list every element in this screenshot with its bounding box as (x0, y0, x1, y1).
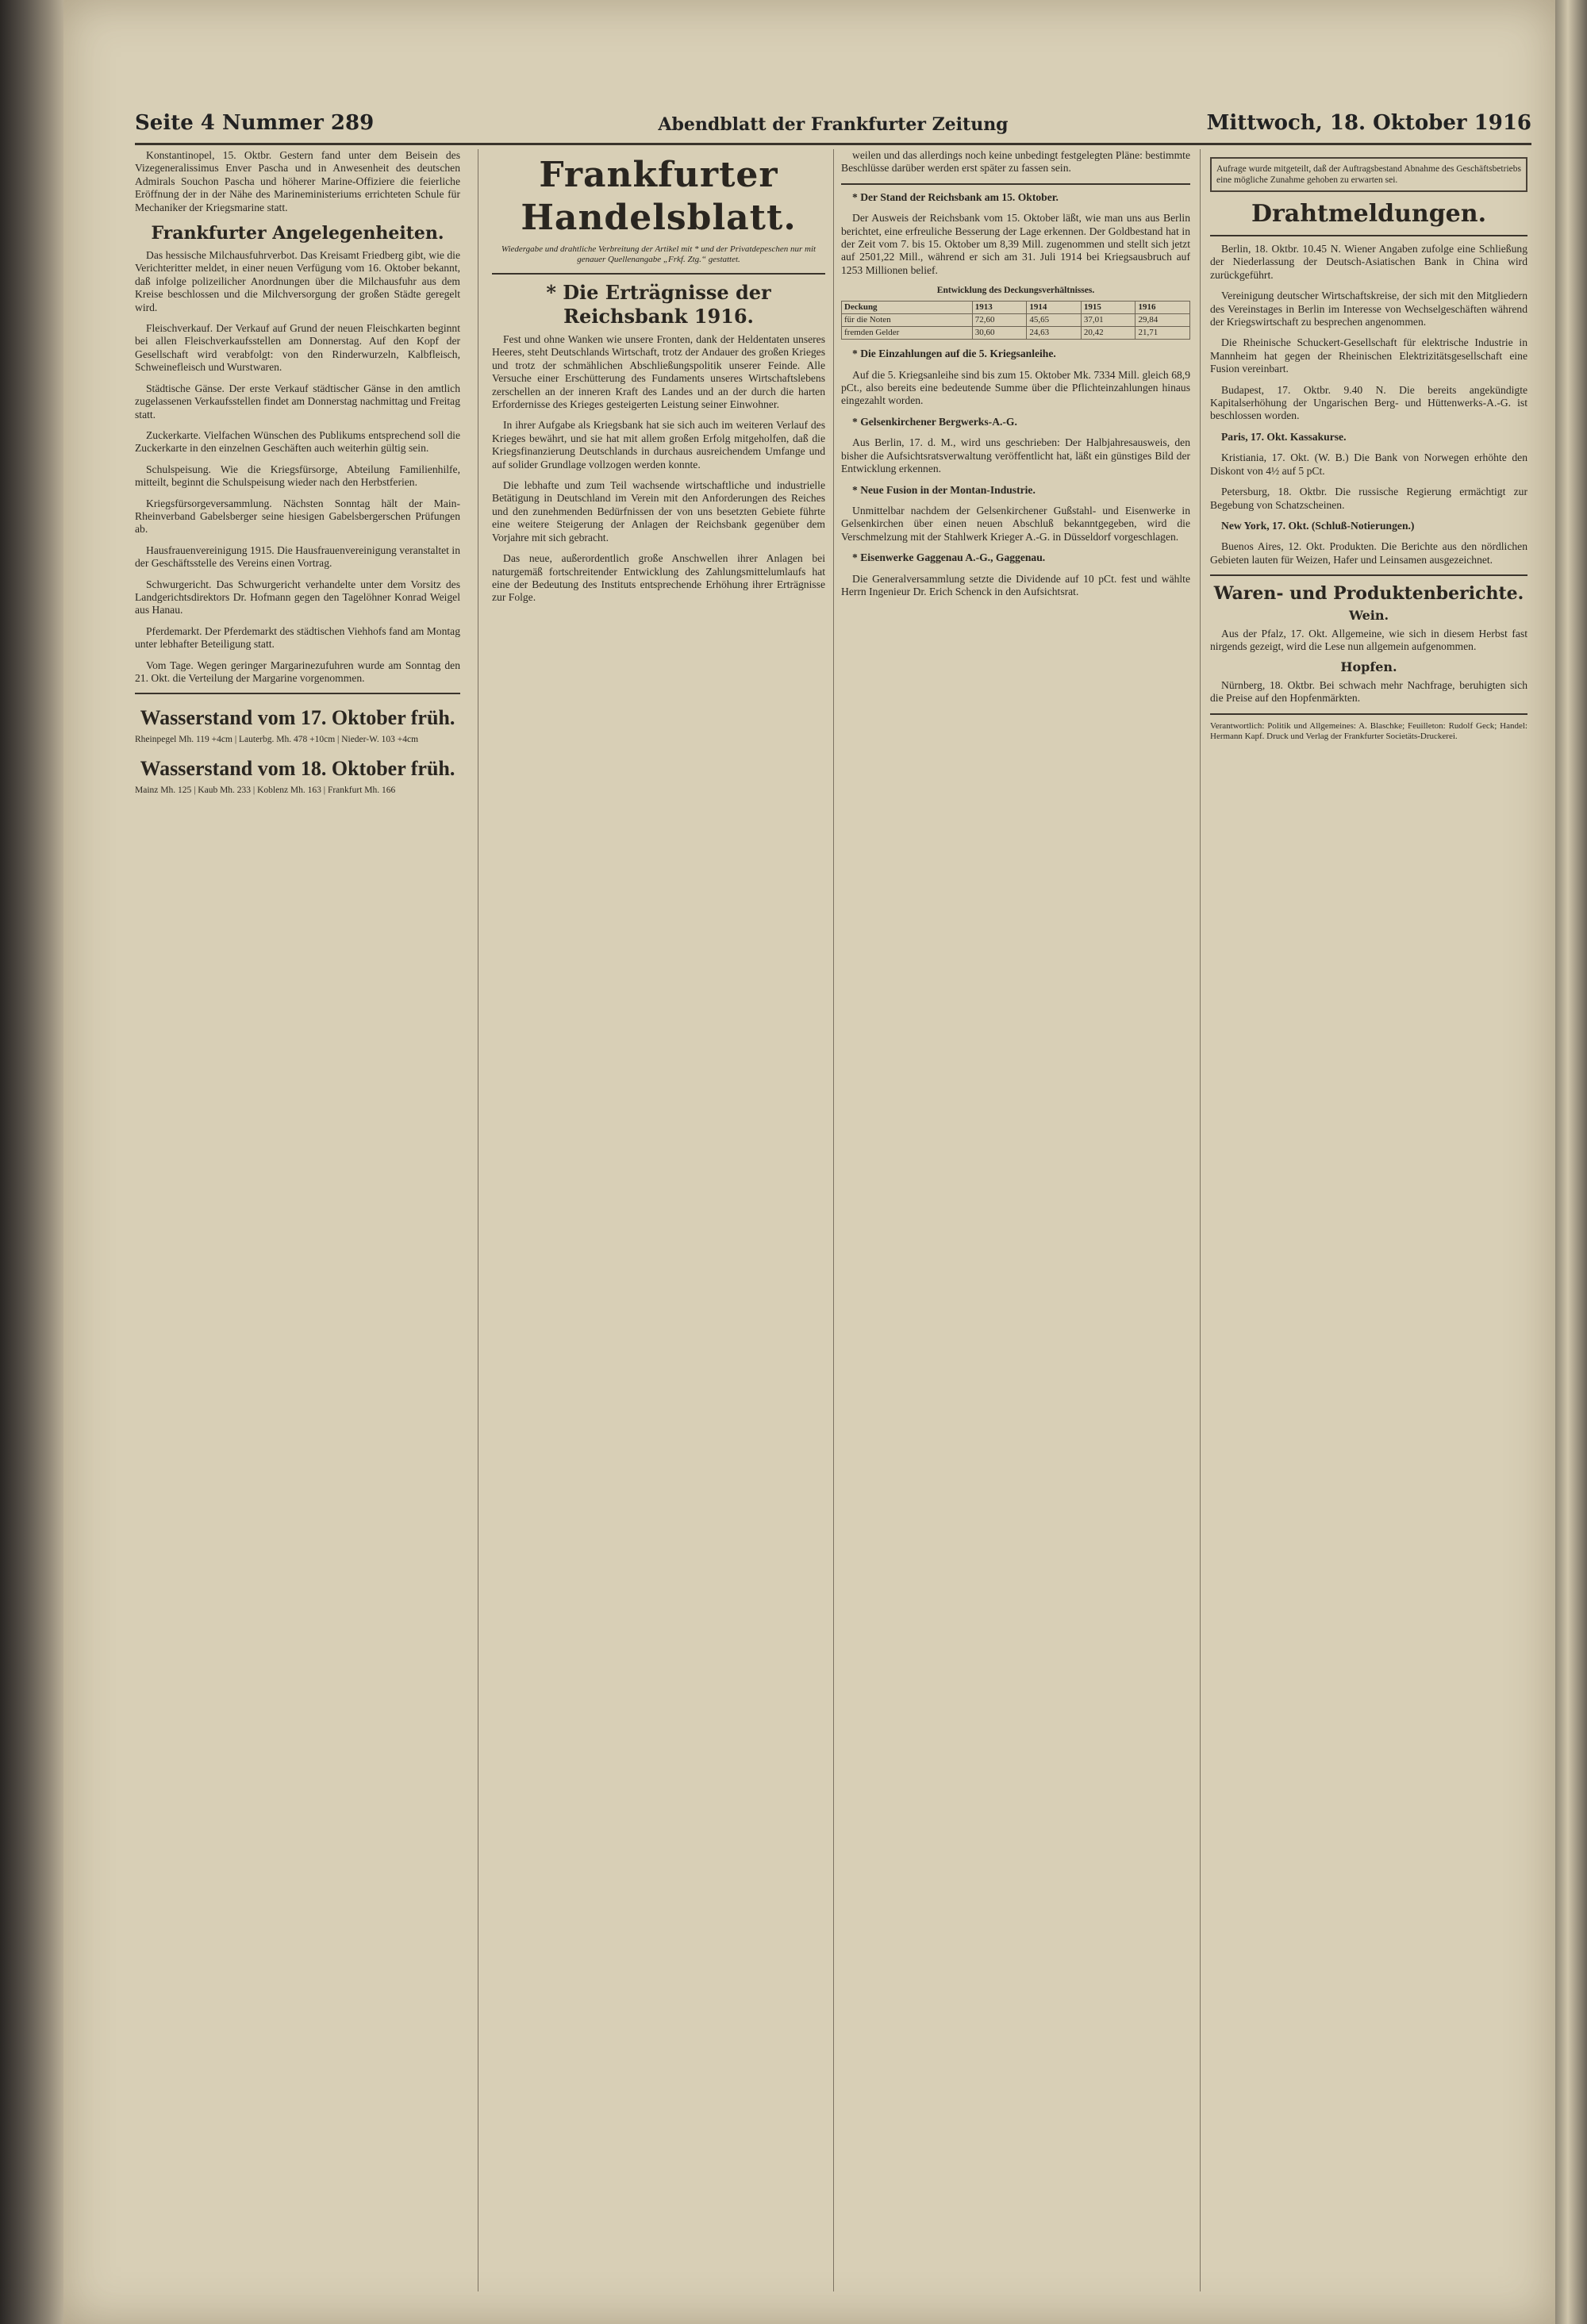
header-rule (135, 143, 1531, 145)
table-cell: 37,01 (1081, 314, 1135, 327)
article-paragraph: Schulspeisung. Wie die Kriegsfürsorge, Abteilung Familienhilfe, mitteilt, beginnt die Schulspeisung wieder nach den Herbstferien. (135, 463, 460, 489)
divider (492, 273, 825, 275)
page-header (135, 111, 1531, 140)
article-paragraph: Schwurgericht. Das Schwurgericht verhandelte unter dem Vorsitz des Landgerichtsdirektors Dr. Hofmann gegen den Tagelöhner Konrad Weigel aus Hanau. (135, 578, 460, 617)
section-title: Drahtmeldungen. (1251, 200, 1487, 228)
hops-title: Hopfen. (1340, 659, 1397, 675)
article-paragraph: Kriegsfürsorgeversammlung. Nächsten Sonntag hält der Main-Rheinverband Gabelsberger seine hiesigen Gabelsbergerschen Prüfungen ab. (135, 497, 460, 536)
column-telegrams (1210, 149, 1527, 2291)
table-header: 1915 (1081, 302, 1135, 314)
article-paragraph: Hausfrauenvereinigung 1915. Die Hausfrauenvereinigung veranstaltet in der Geschäftsstelle des Vereins einen Vortrag. (135, 544, 460, 570)
telegram-paragraph: Kristiania, 17. Okt. (W. B.) Die Bank von Norwegen erhöhte den Diskont von 4½ auf 5 pCt. (1210, 451, 1527, 477)
item-title: * Neue Fusion in der Montan-Industrie. (852, 483, 1036, 496)
table-cell: für die Noten (842, 314, 973, 327)
telegram-paragraph: Vereinigung deutscher Wirtschaftskreise, der sich mit den Mitgliedern des Vereinstages in Berlin im Interesse von Wechselgeschäften während der Kriegswirtschaft zu besprechen angenommen. (1210, 290, 1527, 328)
hops-text: Nürnberg, 18. Oktbr. Bei schwach mehr Nachfrage, beruhigten sich die Preise auf den Hopfenmärkten. (1210, 678, 1527, 705)
table-header: 1916 (1135, 302, 1190, 314)
table-row (842, 314, 1190, 327)
lead-article-title: * Die Erträgnisse der Reichsbank 1916. (546, 281, 771, 328)
table-header: 1914 (1027, 302, 1082, 314)
table-cell: 72,60 (972, 314, 1027, 327)
article-paragraph: Vom Tage. Wegen geringer Margarinezufuhren wurde am Sonntag den 21. Okt. die Verteilung der Margarine vorgenommen. (135, 659, 460, 684)
divider (1210, 574, 1527, 576)
telegram-paragraph: Petersburg, 18. Oktbr. Die russische Regierung ermächtigt zur Begebung von Schatzscheinen. (1210, 486, 1527, 511)
lead-paragraph: Konstantinopel, 15. Oktbr. Gestern fand unter dem Beisein des Vizegeneralissimus Enver Pascha und in Anwesenheit des deutschen Admirals Souchon Pascha und höherer Marine-Offiziere die feierliche Eröffnung der in der Nähe des Marineministeriums errichteten Schule für Mechaniker der Kriegsmarine statt. (135, 149, 460, 213)
column-divider (1200, 149, 1201, 2291)
item-text: Die Generalversammlung setzte die Dividende auf 10 pCt. fest und wählte Herrn Ingenieur Dr. Erich Schenck in den Aufsichtsrat. (841, 572, 1190, 597)
column-business-lead (492, 149, 825, 2291)
commodities-title: Waren- und Produktenberichte. (1213, 583, 1524, 605)
water-level-title: Wasserstand vom 18. Oktober früh. (140, 757, 455, 781)
item-title: * Gelsenkirchener Bergwerks-A.-G. (852, 415, 1017, 428)
item-text: Unmittelbar nachdem der Gelsenkirchener Gußstahl- und Eisenwerke in Gelsenkirchen über einen neuen Abschluß bekanntgegeben, wird die Verschmelzung mit der Stahlwerk Krieger A.-G. in Düsseldorf vorgeschlagen. (841, 504, 1190, 543)
article-paragraph: Das hessische Milchausfuhrverbot. Das Kreisamt Friedberg gibt, wie die Verichteritter meldet, in einer neuen Verfügung vom 16. Oktober bekannt, daß infolge polizeilicher Anordnungen über die Milchausfuhr aus dem Kreise beschlossen und die Milchversorgung der großen Städte geregelt wird. (135, 249, 460, 313)
divider (841, 183, 1190, 185)
table-cell: 30,60 (972, 327, 1027, 340)
continued-text: weilen und das allerdings noch keine unbedingt festgelegten Pläne: bestimmte Beschlüsse darüber werden erst später zu fassen sein. (841, 149, 1190, 175)
top-notice: Aufrage wurde mitgeteilt, daß der Auftragsbestand Abnahme des Geschäftsbetriebs eine mögliche Zunahme gehoben zu erwarten sei. (1210, 157, 1527, 192)
table-cell: 29,84 (1135, 314, 1190, 327)
imprint: Verantwortlich: Politik und Allgemeines: A. Blaschke; Feuilleton: Rudolf Geck; Handel: Hermann Kapf. Druck und Verlag der Frankfurter Societäts-Druckerei. (1210, 720, 1527, 741)
telegram-paragraph: Die Rheinische Schuckert-Gesellschaft für elektrische Industrie in Mannheim hat gegen der Rheinischen Elektrizitätsgesellschaft eine Fusion vereinbart. (1210, 336, 1527, 375)
item-text: Auf die 5. Kriegsanleihe sind bis zum 15. Oktober Mk. 7334 Mill. gleich 68,9 pCt., also bereits eine bedeutende Summe über die Pflichteinzahlungen hinaus eingezahlt worden. (841, 368, 1190, 407)
table-cell: 24,63 (1027, 327, 1082, 340)
issue-date: Mittwoch, 18. Oktober 1916 (1206, 111, 1531, 135)
item-text: Der Ausweis der Reichsbank vom 15. Oktober läßt, wie man uns aus Berlin berichtet, eine erfreuliche Besserung der Lage erkennen. Der Goldbestand hat in der Zeit vom 7. bis 15. Oktober um 8,39 Mill. zugenommen und stellt sich jetzt auf 2501,22 Mill., während er sich am 31. Juli 1914 bei Kriegsausbruch auf 1253 Millionen belief. (841, 212, 1190, 276)
commodities-subtitle: Wein. (1348, 608, 1389, 624)
telegram-paragraph: Buenos Aires, 12. Okt. Produkten. Die Berichte aus den nördlichen Gebieten lauten für Weizen, Hafer und Leinsamen ausgezeichnet. (1210, 540, 1527, 566)
table-header: 1913 (972, 302, 1027, 314)
table-cell: 21,71 (1135, 327, 1190, 340)
article-paragraph: Fleischverkauf. Der Verkauf auf Grund der neuen Fleischkarten beginnt bei allen Fleischverkaufsstellen am Donnerstag. Auf den Kopf der Gesellschaft wird verabfolgt: von den Rinderwurzeln, Kalbfleisch, Schweinefleisch und Wurstwaren. (135, 322, 460, 374)
article-paragraph: Städtische Gänse. Der erste Verkauf städtischer Gänse in den amtlich zugelassenen Verkaufsstellen findet am Donnerstag nachmittag und Freitag statt. (135, 382, 460, 421)
masthead-handelsblatt: Frankfurter Handelsblatt. (521, 155, 797, 238)
water-level-title: Wasserstand vom 17. Oktober früh. (140, 706, 455, 730)
item-title: * Die Einzahlungen auf die 5. Kriegsanleihe. (852, 348, 1056, 360)
divider (1210, 235, 1527, 236)
column-bank-reports (841, 149, 1190, 2291)
paper-title: Abendblatt der Frankfurter Zeitung (658, 114, 1009, 135)
water-level-rows: Rheinpegel Mh. 119 +4cm | Lauterbg. Mh. 478 +10cm | Nieder-W. 103 +4cm (135, 735, 419, 745)
book-binding-edge (0, 0, 63, 2324)
article-paragraph: In ihrer Aufgabe als Kriegsbank hat sie sich auch im weiteren Verlauf des Krieges bewährt, und sie hat mit allem großen Erfolg mitgeholfen, daß die Kriegsfinanzierung Deutschlands in durchaus ausreichendem Umfange und auf solider Grundlage vollzogen werden konnte. (492, 419, 825, 471)
section-title: Frankfurter Angelegenheiten. (151, 223, 444, 244)
telegram-paragraph: New York, 17. Okt. (Schluß-Notierungen.) (1221, 519, 1415, 532)
telegram-paragraph: Paris, 17. Okt. Kassakurse. (1221, 430, 1347, 443)
column-divider (833, 149, 834, 2291)
next-page-edge (1555, 0, 1587, 2324)
article-paragraph: Die lebhafte und zum Teil wachsende wirtschaftliche und industrielle Betätigung in Deutschland im Verein mit den Anforderungen des Reiches und den zunehmenden Bedürfnissen der von uns besetzten Gebiete führte eine weitere Steigerung der Anlagen der Reichsbank gegenüber dem Vorjahre mit sich gebracht. (492, 479, 825, 544)
page-label: Seite 4 Nummer 289 (135, 111, 375, 135)
item-title: * Eisenwerke Gaggenau A.-G., Gaggenau. (852, 551, 1046, 564)
table-cell: fremden Gelder (842, 327, 973, 340)
item-title: * Der Stand der Reichsbank am 15. Oktober. (852, 190, 1059, 203)
commodities-text: Aus der Pfalz, 17. Okt. Allgemeine, wie sich in diesem Herbst fast nirgends gezeigt, wird die Lese nun allgemein aufgenommen. (1210, 627, 1527, 652)
column-local-news (135, 149, 460, 2291)
article-paragraph: Pferdemarkt. Der Pferdemarkt des städtischen Viehhofs fand am Montag unter lebhafter Beteiligung statt. (135, 624, 460, 651)
divider (1210, 713, 1527, 715)
table-row (842, 327, 1190, 340)
table-title: Entwicklung des Deckungsverhältnisses. (936, 286, 1095, 296)
divider (135, 693, 460, 694)
coverage-table (841, 301, 1190, 340)
article-paragraph: Das neue, außerordentlich große Anschwellen ihrer Anlagen bei naturgemäß fortschreitender Entwicklung des Zahlungsmittelumlaufs hat eine der Bedeutung des Instituts entsprechende Erhöhung ihrer Erträgnisse zur Folge. (492, 552, 825, 604)
item-text: Aus Berlin, 17. d. M., wird uns geschrieben: Der Halbjahresausweis, den bisher die Aufsichtsratsverwaltung veröffentlicht hat, läßt ein günstiges Bild der Entwicklung erkennen. (841, 436, 1190, 475)
table-cell: 45,65 (1027, 314, 1082, 327)
water-level-rows: Mainz Mh. 125 | Kaub Mh. 233 | Koblenz Mh. 163 | Frankfurt Mh. 166 (135, 786, 396, 796)
article-paragraph: Fest und ohne Wanken wie unsere Fronten, dank der Heldentaten unseres Heeres, steht Deutschlands Wirtschaft, trotz der Andauer des großen Krieges und trotz der schmählichen Abschließungspolitik unserer Feinde. Alle Versuche einer Erschütterung des Fundaments unseres Wirtschaftslebens zerschellen an der inneren Kraft des Landes und an der durch die harten Erfordernisse des Krieges gesteigerten Leistung seiner Einwohner. (492, 333, 825, 411)
table-header: Deckung (842, 302, 973, 314)
masthead-note: Wiedergabe und drahtliche Verbreitung der Artikel mit * und der Privatdepeschen nur mit genauer Quellenangabe „Frkf. Ztg.“ gestattet. (501, 244, 817, 264)
table-cell: 20,42 (1081, 327, 1135, 340)
telegram-paragraph: Berlin, 18. Oktbr. 10.45 N. Wiener Angaben zufolge eine Schließung der Niederlassung der Deutsch-Asiatischen Bank in China wird zurückgeführt. (1210, 243, 1527, 281)
article-paragraph: Zuckerkarte. Vielfachen Wünschen des Publikums entsprechend soll die Zuckerkarte in den einzelnen Geschäften auch weiterhin gültig sein. (135, 428, 460, 455)
telegram-paragraph: Budapest, 17. Oktbr. 9.40 N. Die bereits angekündigte Kapitalserhöhung der Ungarischen Berg- und Hüttenwerks-A.-G. ist beschlossen worden. (1210, 383, 1527, 422)
